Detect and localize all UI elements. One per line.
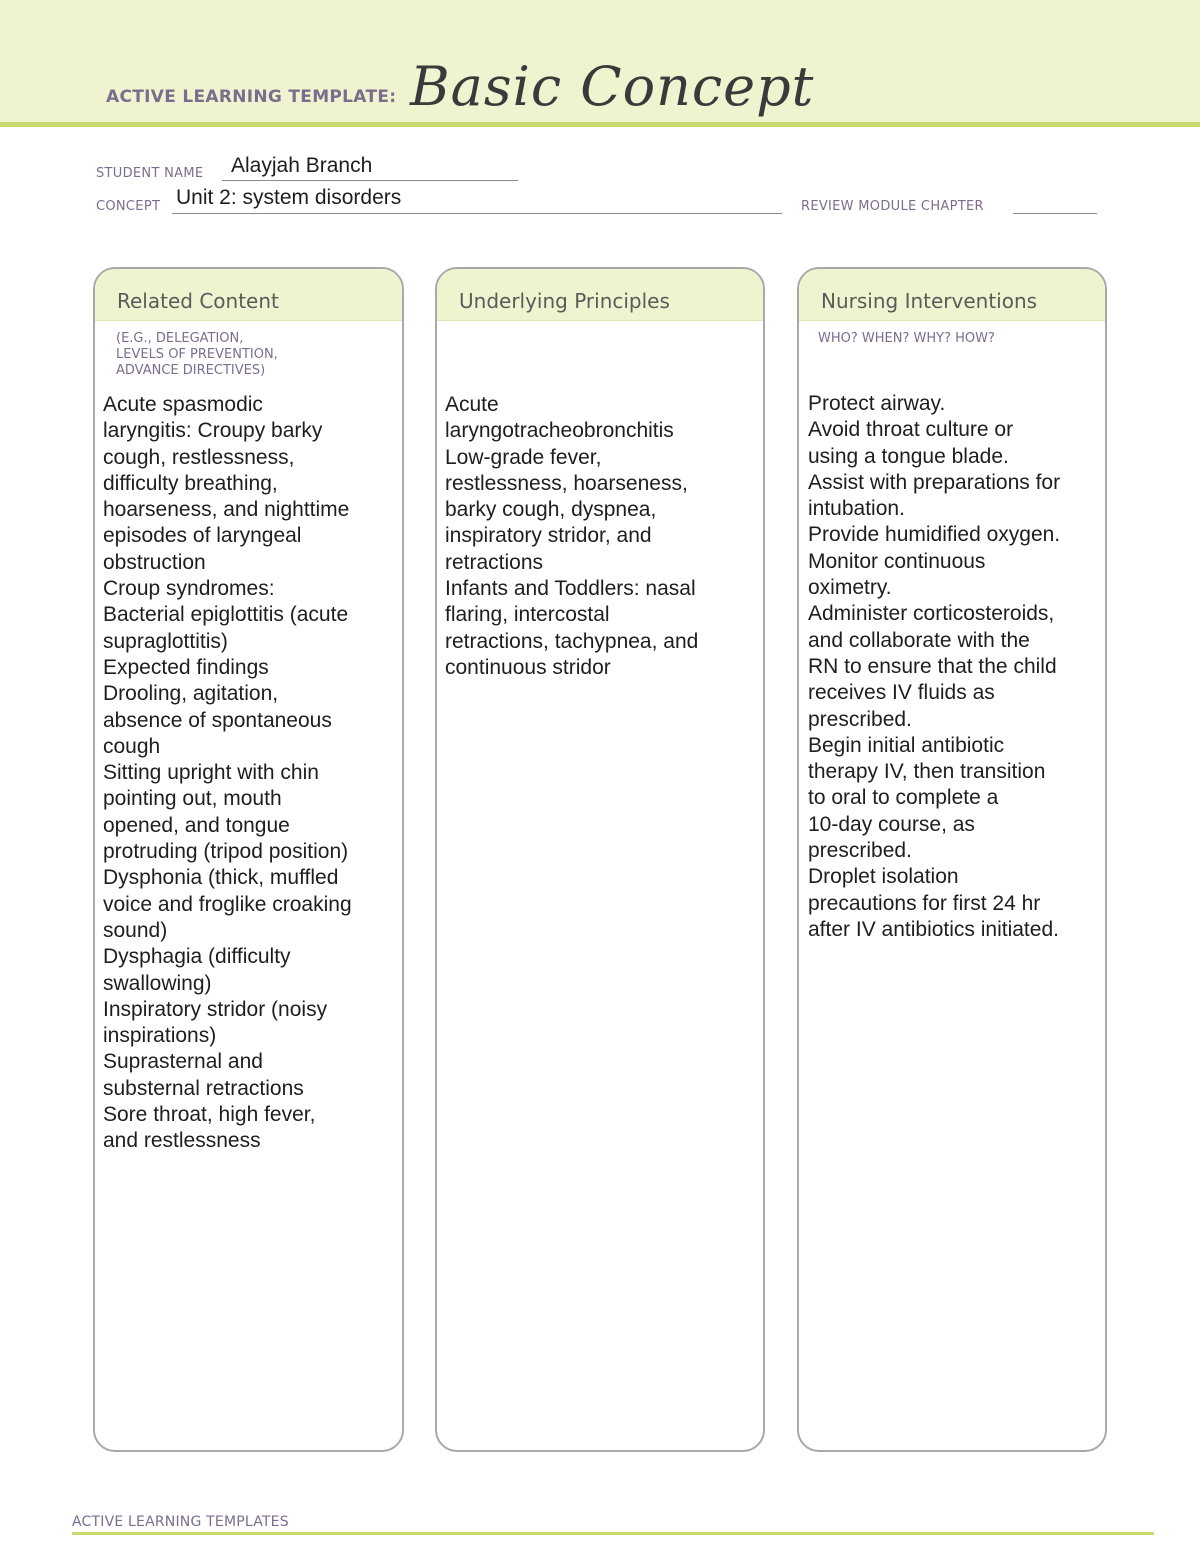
text-line: Droplet isolation <box>808 865 959 889</box>
text-line: substernal retractions <box>103 1076 304 1100</box>
text-line: Begin initial antibiotic <box>808 733 1005 757</box>
review-module-label: REVIEW MODULE CHAPTER <box>801 199 984 214</box>
text-line: therapy IV, then transition <box>808 760 1046 784</box>
text-line: Dysphonia (thick, muffled <box>103 866 339 890</box>
concept-field[interactable]: Unit 2: system disorders <box>176 186 402 209</box>
text-line: swallowing) <box>103 971 212 995</box>
text-line: Sore throat, high fever, <box>103 1103 316 1127</box>
text-line: laryngitis: Croupy barky <box>103 419 323 443</box>
text-line: and restlessness <box>103 1129 261 1153</box>
text-line: sound) <box>103 918 168 942</box>
text-line: Sitting upright with chin <box>103 761 319 785</box>
text-line: 10-day course, as <box>808 812 975 836</box>
related-content-title: Related Content <box>117 289 279 313</box>
text-line: to oral to complete a <box>808 786 999 810</box>
footer-rule <box>72 1532 1154 1535</box>
concept-label: CONCEPT <box>96 199 161 214</box>
text-line: Drooling, agitation, <box>103 682 279 706</box>
text-line: supraglottitis) <box>103 629 228 653</box>
template-label: ACTIVE LEARNING TEMPLATE: <box>106 87 397 107</box>
text-line: intubation. <box>808 497 905 521</box>
text-line: retractions <box>445 550 544 574</box>
text-line: oximetry. <box>808 576 892 600</box>
text-line: precautions for first 24 hr <box>808 891 1041 915</box>
text-line: Monitor continuous <box>808 549 986 573</box>
underlying-principles-panel <box>435 267 765 1452</box>
text-line: retractions, tachypnea, and <box>445 629 699 653</box>
nursing-interventions-header <box>799 269 1105 321</box>
text-line: Provide humidified oxygen. <box>808 523 1061 547</box>
text-line: flaring, intercostal <box>445 603 610 627</box>
text-line: episodes of laryngeal <box>103 524 302 548</box>
related-content-hint <box>116 331 278 379</box>
hint-line: (E.G., DELEGATION, <box>116 331 244 346</box>
text-line: Infants and Toddlers: nasal <box>445 577 696 601</box>
text-line: Administer corticosteroids, <box>808 602 1055 626</box>
text-line: Acute <box>445 393 499 416</box>
text-line: hoarseness, and nighttime <box>103 498 350 522</box>
text-line: using a tongue blade. <box>808 444 1009 468</box>
page-title: Basic Concept <box>410 55 815 118</box>
text-line: voice and froglike croaking <box>103 892 352 916</box>
text-line: prescribed. <box>808 839 912 863</box>
text-line: difficulty breathing, <box>103 471 278 495</box>
text-line: Low-grade fever, <box>445 445 602 469</box>
header-rule <box>0 122 1200 127</box>
text-line: Avoid throat culture or <box>808 418 1014 442</box>
underlying-principles-title: Underlying Principles <box>459 289 670 313</box>
hint-line: LEVELS OF PREVENTION, <box>116 347 278 362</box>
text-line: Dysphagia (difficulty <box>103 945 291 969</box>
text-line: opened, and tongue <box>103 813 290 837</box>
footer-label: ACTIVE LEARNING TEMPLATES <box>72 1514 289 1530</box>
text-line: absence of spontaneous <box>103 708 332 732</box>
hint-line: ADVANCE DIRECTIVES) <box>116 363 266 378</box>
student-name-field[interactable]: Alayjah Branch <box>231 154 373 177</box>
text-line: protruding (tripod position) <box>103 840 349 864</box>
text-line: laryngotracheobronchitis <box>445 419 674 443</box>
nursing-interventions-text[interactable] <box>808 391 1060 943</box>
related-content-header <box>95 269 402 321</box>
text-line: and collaborate with the <box>808 628 1030 652</box>
student-name-label: STUDENT NAME <box>96 166 204 181</box>
text-line: prescribed. <box>808 707 912 731</box>
text-line: after IV antibiotics initiated. <box>808 917 1059 941</box>
text-line: RN to ensure that the child <box>808 654 1057 678</box>
text-line: continuous stridor <box>445 655 611 679</box>
text-line: Inspiratory stridor (noisy <box>103 997 328 1021</box>
text-line: inspiratory stridor, and <box>445 524 652 548</box>
text-line: cough, restlessness, <box>103 445 295 469</box>
student-name-line <box>222 180 518 181</box>
text-line: restlessness, hoarseness, <box>445 471 688 495</box>
underlying-principles-text[interactable] <box>445 392 698 681</box>
text-line: Protect airway. <box>808 392 946 415</box>
text-line: Expected findings <box>103 655 269 679</box>
nursing-interventions-title: Nursing Interventions <box>821 289 1038 313</box>
underlying-principles-header <box>437 269 763 321</box>
text-line: barky cough, dyspnea, <box>445 498 657 522</box>
nursing-interventions-panel <box>797 267 1107 1452</box>
related-content-text[interactable] <box>103 392 352 1155</box>
hint-line: WHO? WHEN? WHY? HOW? <box>818 331 995 346</box>
related-content-panel <box>93 267 404 1452</box>
text-line: pointing out, mouth <box>103 787 282 811</box>
text-line: Suprasternal and <box>103 1050 263 1074</box>
text-line: Assist with preparations for <box>808 470 1061 494</box>
text-line: obstruction <box>103 550 206 574</box>
text-line: inspirations) <box>103 1024 217 1048</box>
text-line: receives IV fluids as <box>808 681 995 705</box>
text-line: Croup syndromes: <box>103 577 275 601</box>
review-module-line <box>1013 213 1097 214</box>
nursing-interventions-hint <box>818 331 995 347</box>
concept-line <box>172 213 782 214</box>
text-line: cough <box>103 734 161 758</box>
text-line: Bacterial epiglottitis (acute <box>103 603 349 627</box>
text-line: Acute spasmodic <box>103 393 263 416</box>
